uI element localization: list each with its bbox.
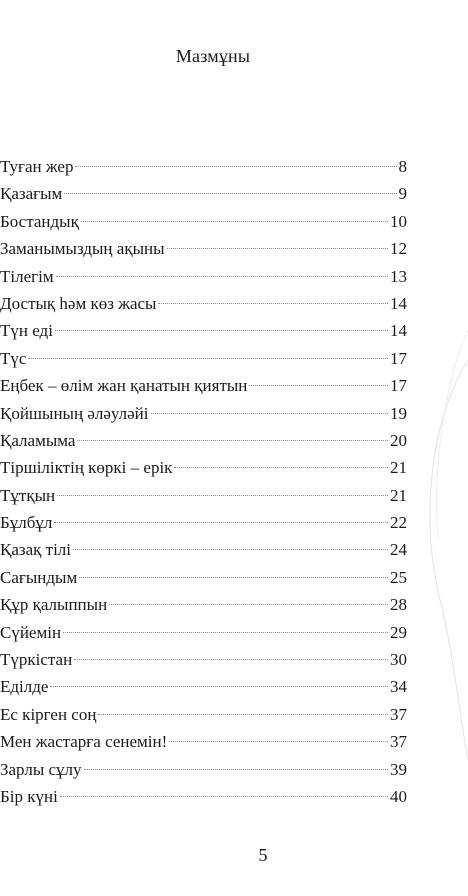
toc-entry-page: 8 [398, 157, 407, 176]
toc-entry[interactable] [0, 482, 407, 509]
toc-entry[interactable] [0, 509, 407, 536]
toc-entry-title: Қойшының әләуләйі [0, 403, 149, 423]
toc-entry-page: 9 [398, 184, 407, 204]
toc-entry-title: Тілегім [0, 266, 54, 286]
dot-leader [75, 166, 396, 167]
toc-entry-title: Қазағым [0, 184, 63, 204]
toc-entry[interactable] [0, 400, 407, 427]
toc-entry[interactable] [0, 317, 407, 344]
toc-entry[interactable] [0, 290, 407, 317]
toc-entry[interactable] [0, 591, 407, 618]
toc-entry[interactable] [0, 701, 407, 728]
toc-entry[interactable] [0, 756, 407, 783]
toc-entry[interactable] [0, 673, 407, 700]
toc-entry-page: 14 [390, 321, 407, 341]
dot-leader [79, 577, 388, 578]
toc-entry-title: Сағындым [0, 567, 78, 587]
toc-entry-page: 25 [390, 567, 407, 587]
toc-entry-page: 40 [390, 786, 407, 806]
toc-entry-title: Бостандық [0, 211, 79, 231]
toc-entry-title: Түс [0, 348, 27, 368]
toc-entry-title: Тұтқын [0, 485, 56, 505]
dot-leader [158, 303, 388, 304]
dot-leader [77, 440, 388, 441]
toc-entry-title: Қазақ тілі [0, 540, 72, 560]
toc-entry-title: Түн еді [0, 321, 53, 341]
toc-entry[interactable] [0, 728, 407, 755]
toc-entry-title: Бұлбұл [0, 513, 53, 533]
toc-entry[interactable] [0, 536, 407, 563]
dot-leader [60, 796, 388, 797]
toc-entry-title: Туған жер [0, 157, 74, 176]
dot-leader [151, 413, 389, 414]
toc-entry[interactable] [0, 235, 407, 262]
toc-entry-page: 24 [390, 540, 407, 560]
toc-entry-page: 14 [390, 293, 407, 313]
dot-leader [73, 549, 388, 550]
dot-leader [98, 714, 388, 715]
toc-entry[interactable] [0, 454, 407, 481]
toc-entry-page: 28 [390, 595, 407, 615]
table-of-contents [0, 153, 407, 810]
toc-entry-page: 34 [390, 677, 407, 697]
toc-entry-page: 10 [390, 211, 407, 231]
contents-heading: Мазмұны [175, 46, 251, 66]
toc-entry-page: 17 [390, 376, 407, 396]
dot-leader [81, 221, 388, 222]
toc-entry[interactable] [0, 646, 407, 673]
toc-entry-page: 21 [390, 458, 407, 478]
dot-leader [174, 467, 388, 468]
toc-entry-page: 13 [390, 266, 407, 286]
toc-entry-page: 37 [390, 704, 407, 724]
toc-entry-title: Қаламыма [0, 430, 76, 450]
dot-leader [84, 769, 388, 770]
toc-entry[interactable] [0, 619, 407, 646]
toc-entry-title: Түркістан [0, 650, 73, 670]
dot-leader [249, 385, 388, 386]
toc-entry[interactable] [0, 345, 407, 372]
toc-entry-title: Бір күні [0, 786, 58, 806]
toc-entry-title: Еділде [0, 677, 49, 697]
dot-leader [63, 632, 388, 633]
toc-entry-title: Құр қалыппын [0, 595, 108, 615]
toc-entry-page: 20 [390, 430, 407, 450]
toc-entry-page: 17 [390, 348, 407, 368]
toc-entry[interactable] [0, 564, 407, 591]
dot-leader [50, 686, 388, 687]
toc-entry-page: 37 [390, 732, 407, 752]
dot-leader [57, 495, 388, 496]
dot-leader [56, 276, 388, 277]
dot-leader [74, 659, 388, 660]
toc-entry[interactable] [0, 180, 407, 207]
dot-leader [167, 248, 388, 249]
toc-entry-title: Еңбек – өлім жан қанатын қиятын [0, 376, 248, 396]
toc-entry-page: 19 [390, 403, 407, 423]
toc-entry[interactable] [0, 208, 407, 235]
toc-entry-title: Достық һәм көз жасы [0, 293, 157, 313]
toc-entry-title: Мен жастарға сенемін! [0, 732, 168, 752]
page-number: 5 [258, 845, 268, 865]
toc-entry-page: 22 [390, 513, 407, 533]
toc-entry-page: 39 [390, 759, 407, 779]
toc-entry-title: Тіршіліктің көркі – ерік [0, 458, 173, 478]
toc-entry-title: Зарлы сұлу [0, 759, 82, 779]
dot-leader [54, 522, 388, 523]
toc-entry[interactable] [0, 153, 407, 180]
toc-entry-title: Ес кірген соң [0, 704, 97, 724]
toc-entry-page: 29 [390, 622, 407, 642]
toc-entry-title: Заманымыздың ақыны [0, 239, 165, 259]
toc-entry-title: Сүйемін [0, 622, 62, 642]
dot-leader [64, 193, 396, 194]
toc-entry[interactable] [0, 372, 407, 399]
dot-leader [169, 741, 388, 742]
toc-entry[interactable] [0, 263, 407, 290]
toc-entry-page: 12 [390, 239, 407, 259]
dot-leader [109, 604, 388, 605]
toc-entry-page: 21 [390, 485, 407, 505]
toc-entry[interactable] [0, 783, 407, 810]
dot-leader [28, 358, 388, 359]
dot-leader [55, 330, 388, 331]
toc-entry-page: 30 [390, 650, 407, 670]
toc-entry[interactable] [0, 427, 407, 454]
